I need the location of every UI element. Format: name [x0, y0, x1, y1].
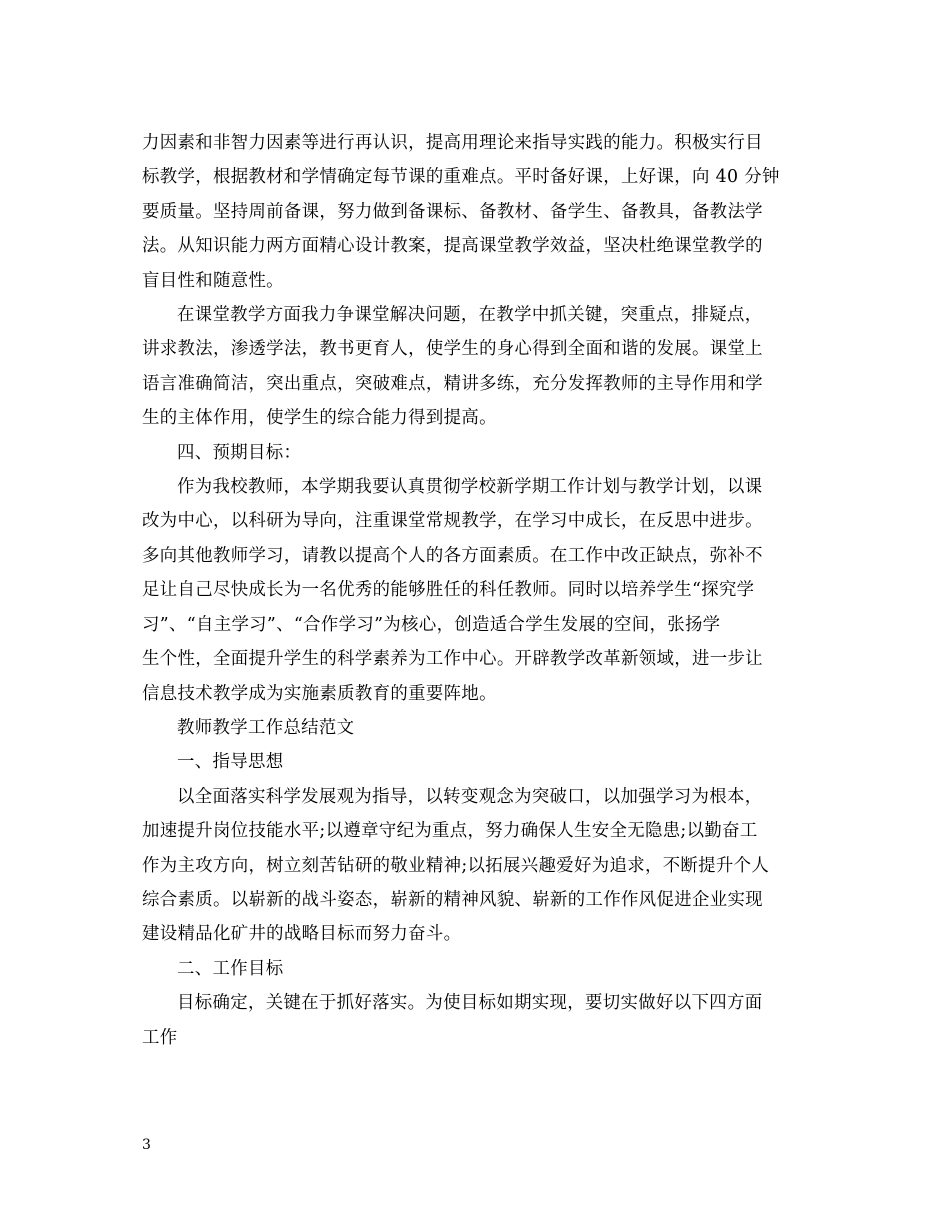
paragraph-4: 以全面落实科学发展观为指导，以转变观念为突破口，以加强学习为根本， 加速提升岗位技能水平;以遵章守纪为重点，努力确保人生安全无隐患;以勤奋工 作为主攻方向，树立刻苦钻研的敬业精神;以拓展兴趣爱好为追求，不断提升个人 综合素质。以崭新的战斗姿态，崭新的精神风貌、崭新的工作作风促进企业实现 建设精品化矿井的战略目标而努力奋斗。 — [142, 786, 770, 945]
section-heading-expected-goals: 四、预期目标： — [177, 442, 302, 463]
document-body — [142, 126, 808, 1055]
paragraph-3: 作为我校教师，本学期我要认真贯彻学校新学期工作计划与教学计划，以课 改为中心，以科研为导向，注重课堂常规教学，在学习中成长，在反思中进步。 多向其他教师学习，请教以提高个人的各方面素质。在工作中改正缺点，弥补不 足让自己尽快成长为一名优秀的能够胜任的科任教师。同时以培养学生“探究学 习”、“自主学习”、“合作学习”为核心，创造适合学生发展的空间，张扬学 生个性，全面提升学生的科学素养为工作中心。开辟教学改革新领域，进一步让 信息技术教学成为实施素质教育的重要阵地。 — [142, 477, 763, 704]
document-section-title: 教师教学工作总结范文 — [177, 717, 355, 738]
section-heading-work-goals: 二、工作目标 — [177, 958, 284, 979]
paragraph-2: 在课堂教学方面我力争课堂解决问题，在教学中抓关键，突重点，排疑点， 讲求教法，渗透学法，教书更育人，使学生的身心得到全面和谐的发展。课堂上 语言准确简洁，突出重点，突破难点，精讲多练，充分发挥教师的主导作用和学 生的主体作用，使学生的综合能力得到提高。 — [142, 305, 763, 429]
paragraph-1: 力因素和非智力因素等进行再认识，提高用理论来指导实践的能力。积极实行目 标教学，根据教材和学情确定每节课的重难点。平时备好课，上好课，向 40 分钟 要质量。坚持周前备课，努力做到备课标、备教材、备学生、备教具，备教法学 法。从知识能力两方面精心设计教案，提高课堂教学效益，坚决杜绝课堂教学的 盲目性和随意性。 — [142, 133, 780, 291]
section-heading-guiding-ideology: 一、指导思想 — [177, 752, 284, 773]
paragraph-5: 目标确定，关键在于抓好落实。为使目标如期实现，要切实做好以下四方面 工作 — [142, 993, 763, 1048]
page-number: 3 — [142, 1137, 151, 1153]
